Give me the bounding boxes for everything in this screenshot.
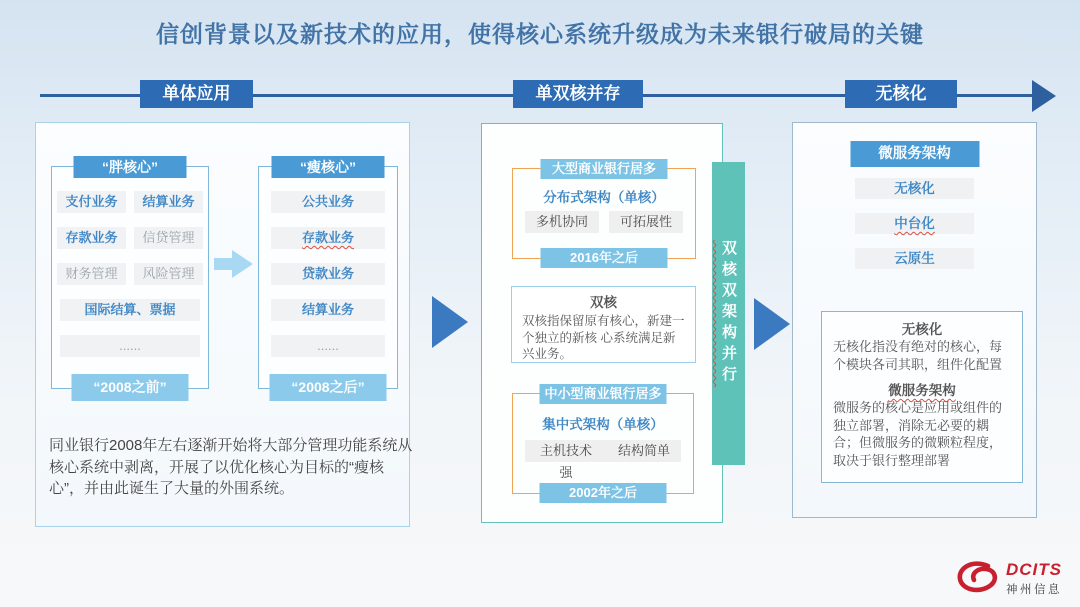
- dcits-logo: [955, 559, 1062, 597]
- timeline-stage-coreless: 无核化: [845, 80, 957, 108]
- dual-core-parallel-banner: [712, 162, 745, 465]
- large-banks-architecture: 分布式架构（单核）: [543, 190, 665, 205]
- left-panel-description: 同业银行2008年左右逐渐开始将大部分管理功能系统从核心系统中剥离，开展了以优化核心为目标的“瘦核心”，并由此诞生了大量的外围系统。: [49, 437, 413, 497]
- thin-core-header: “瘦核心”: [272, 156, 385, 178]
- thin-core-item: 贷款业务: [271, 263, 385, 285]
- fat-core-period: “2008之前”: [72, 374, 189, 401]
- panel-dual-core-era: [481, 123, 723, 523]
- small-banks-box: [512, 386, 694, 500]
- small-banks-architecture: 集中式架构（单核）: [542, 417, 664, 432]
- microservice-arch-header: 微服务架构: [850, 141, 979, 167]
- small-banks-tags: [525, 440, 681, 480]
- thin-core-item: ......: [271, 335, 385, 357]
- tag: 主机技术强: [525, 440, 607, 462]
- large-banks-tags: [525, 211, 683, 233]
- fat-core-item: 信贷管理: [134, 227, 203, 249]
- timeline-arrowhead-icon: [1032, 80, 1056, 112]
- stage-arrow-1-icon: [432, 296, 468, 348]
- microservice-body: 微服务的核心是应用或组件的独立部署，消除无必要的耦合；但微服务的微颗粒程度，取决于银行整理部署: [833, 400, 1003, 468]
- dcits-logo-text: [1006, 560, 1062, 597]
- stage-arrow-2-icon: [754, 298, 790, 350]
- large-banks-period: 2016年之后: [541, 248, 668, 268]
- coreless-item: 中台化: [855, 213, 974, 234]
- fat-core-item: 国际结算、票据: [60, 299, 200, 321]
- coreless-item: 云原生: [855, 248, 974, 269]
- tag: 可拓展性: [609, 211, 683, 233]
- coreless-items: [793, 178, 1036, 269]
- fat-to-thin-arrow-icon: [214, 250, 253, 278]
- thin-core-item: 公共业务: [271, 191, 385, 213]
- fat-core-header: “胖核心”: [74, 156, 187, 178]
- dcits-logo-cn: 神州信息: [1006, 583, 1062, 596]
- fat-core-item: 存款业务: [57, 227, 126, 249]
- fat-core-box: [51, 159, 209, 395]
- large-banks-header: 大型商业银行居多: [541, 159, 668, 179]
- thin-core-items: [271, 191, 385, 357]
- slide-title: 信创背景以及新技术的应用，使得核心系统升级成为未来银行破局的关键: [156, 21, 924, 47]
- coreless-title: 无核化: [901, 322, 943, 337]
- dual-core-box: [511, 286, 696, 363]
- dcits-swirl-icon: [955, 559, 1001, 597]
- fat-core-item: 风险管理: [134, 263, 203, 285]
- fat-core-item: 结算业务: [134, 191, 203, 213]
- dcits-logo-en: DCITS: [1006, 559, 1062, 579]
- timeline-stage-monolithic: 单体应用: [140, 80, 253, 108]
- dual-core-parallel-label: 双核双架构并行: [720, 240, 737, 387]
- coreless-item: 无核化: [855, 178, 974, 199]
- panel-monolithic-era: [35, 122, 413, 527]
- fat-core-items: [57, 191, 203, 357]
- fat-core-item: ......: [60, 335, 200, 357]
- tag: 结构简单: [607, 440, 681, 462]
- timeline-stage-dual-core: 单双核并存: [513, 80, 643, 108]
- fat-core-item: 财务管理: [57, 263, 126, 285]
- tag: 多机协同: [525, 211, 599, 233]
- coreless-body: 无核化指没有绝对的核心，每个模块各司其职，组件化配置: [833, 339, 1003, 372]
- small-banks-period: 2002年之后: [540, 483, 667, 503]
- dual-core-title: 双核: [590, 295, 617, 310]
- small-banks-header: 中小型商业银行居多: [540, 384, 667, 404]
- microservice-title: 微服务架构: [888, 383, 956, 398]
- thin-core-box: [258, 159, 398, 395]
- fat-core-item: 支付业务: [57, 191, 126, 213]
- thin-core-period: “2008之后”: [270, 374, 387, 401]
- thin-core-item: 存款业务: [271, 227, 385, 249]
- large-banks-box: [512, 161, 696, 265]
- coreless-detail-box: [821, 311, 1023, 483]
- panel-coreless-era: [792, 122, 1037, 518]
- thin-core-item: 结算业务: [271, 299, 385, 321]
- dual-core-body: 双核指保留原有核心，新建一个独立的新核 心系统满足新兴业务。: [522, 314, 685, 361]
